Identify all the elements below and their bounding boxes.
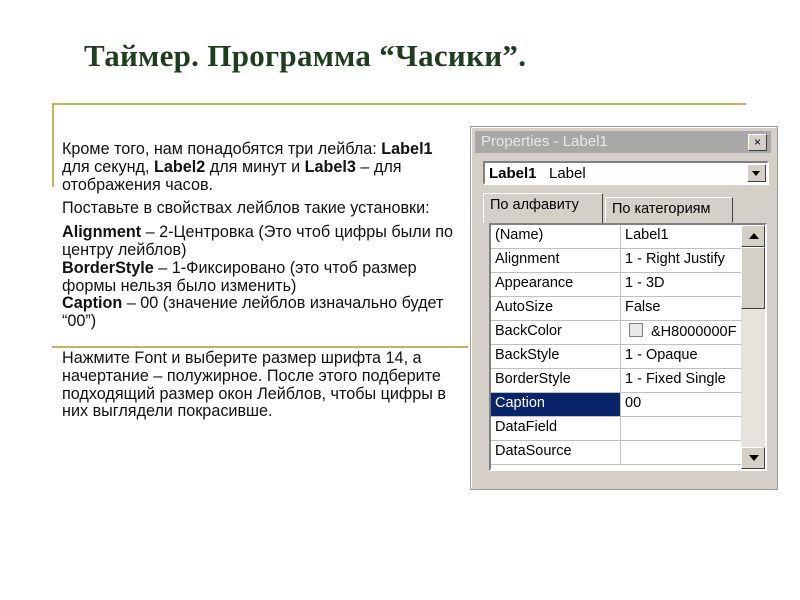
property-name: BorderStyle <box>491 369 621 392</box>
property-row[interactable] <box>491 321 741 345</box>
property-name: DataField <box>491 417 621 440</box>
object-name: Label1 <box>489 165 537 182</box>
property-value[interactable] <box>622 369 741 392</box>
property-name: BackColor <box>491 321 621 344</box>
slide-title: Таймер. Программа “Часики”. <box>84 38 527 73</box>
property-name: Caption <box>491 393 621 416</box>
body-text <box>62 141 462 421</box>
property-name: DataSource <box>491 441 621 464</box>
vertical-scrollbar[interactable] <box>741 225 765 469</box>
arrow-up-icon <box>749 233 759 239</box>
property-row[interactable] <box>491 393 741 417</box>
chevron-down-icon <box>752 171 760 176</box>
paragraph-settings-intro: Поставьте в свойствах лейблов такие установки: <box>62 199 430 218</box>
property-name: (Name) <box>491 225 621 248</box>
property-row[interactable] <box>491 441 741 465</box>
divider-top <box>52 103 746 105</box>
close-icon[interactable]: × <box>748 134 767 151</box>
property-name: BackStyle <box>491 345 621 368</box>
paragraph-alignment: Alignment – 2-Центровка (Это чтоб цифры были по центру лейблов) <box>62 223 454 259</box>
property-grid <box>489 223 767 471</box>
property-row[interactable] <box>491 273 741 297</box>
scroll-up-button[interactable] <box>741 225 765 247</box>
property-value[interactable] <box>622 393 741 416</box>
property-value-text: Label1 <box>625 227 669 243</box>
color-swatch-icon <box>629 323 643 337</box>
properties-title: Properties - Label1 <box>481 133 608 150</box>
scroll-thumb[interactable] <box>741 247 765 309</box>
property-value-text: &H8000000F <box>651 324 737 340</box>
paragraph-caption: Caption – 00 (значение лейблов изначально будет “00”) <box>62 294 444 331</box>
property-value-text: False <box>625 299 661 315</box>
property-value-text: 1 - 3D <box>625 275 665 291</box>
property-row[interactable] <box>491 225 741 249</box>
property-value[interactable] <box>622 345 741 368</box>
tab-alphabetic[interactable]: По алфавиту <box>483 193 603 223</box>
property-name: Appearance <box>491 273 621 296</box>
properties-window <box>470 126 778 490</box>
property-value[interactable] <box>622 225 741 248</box>
dropdown-button[interactable] <box>747 164 766 182</box>
property-value-text: 1 - Fixed Single <box>625 371 726 387</box>
divider-left <box>52 103 54 187</box>
paragraph-borderstyle: BorderStyle – 1-Фиксировано (это чтоб размер формы нельзя было изменить) <box>62 258 417 295</box>
property-value-text: 1 - Right Justify <box>625 251 725 267</box>
property-row[interactable] <box>491 417 741 441</box>
property-value[interactable] <box>622 273 741 296</box>
property-value-text: 00 <box>625 395 642 411</box>
object-selector[interactable] <box>483 161 769 185</box>
property-value-text: 1 - Opaque <box>625 347 698 363</box>
property-value[interactable] <box>622 321 741 344</box>
property-value[interactable] <box>622 297 741 320</box>
properties-titlebar[interactable] <box>475 131 771 153</box>
property-value[interactable] <box>622 441 741 464</box>
object-type: Label <box>549 165 586 182</box>
property-row[interactable] <box>491 345 741 369</box>
property-name: Alignment <box>491 249 621 272</box>
property-row[interactable] <box>491 369 741 393</box>
scroll-down-button[interactable] <box>741 447 765 469</box>
property-value[interactable] <box>622 249 741 272</box>
arrow-down-icon <box>749 455 759 461</box>
property-row[interactable] <box>491 249 741 273</box>
property-row[interactable] <box>491 297 741 321</box>
property-name: AutoSize <box>491 297 621 320</box>
property-value[interactable] <box>622 417 741 440</box>
tab-categorized[interactable]: По категориям <box>605 197 733 223</box>
paragraph-font: Нажмите Font и выберите размер шрифта 14, а начертание – полужирное. После этого подберите подходящий размер окон Лейблов, чтобы цифры в них выглядели покрасивше. <box>62 348 446 421</box>
paragraph-labels: Кроме того, нам понадобятся три лейбла: Label1 для секунд, Label2 для минут и Label3 – для отображения часов. <box>62 140 433 194</box>
